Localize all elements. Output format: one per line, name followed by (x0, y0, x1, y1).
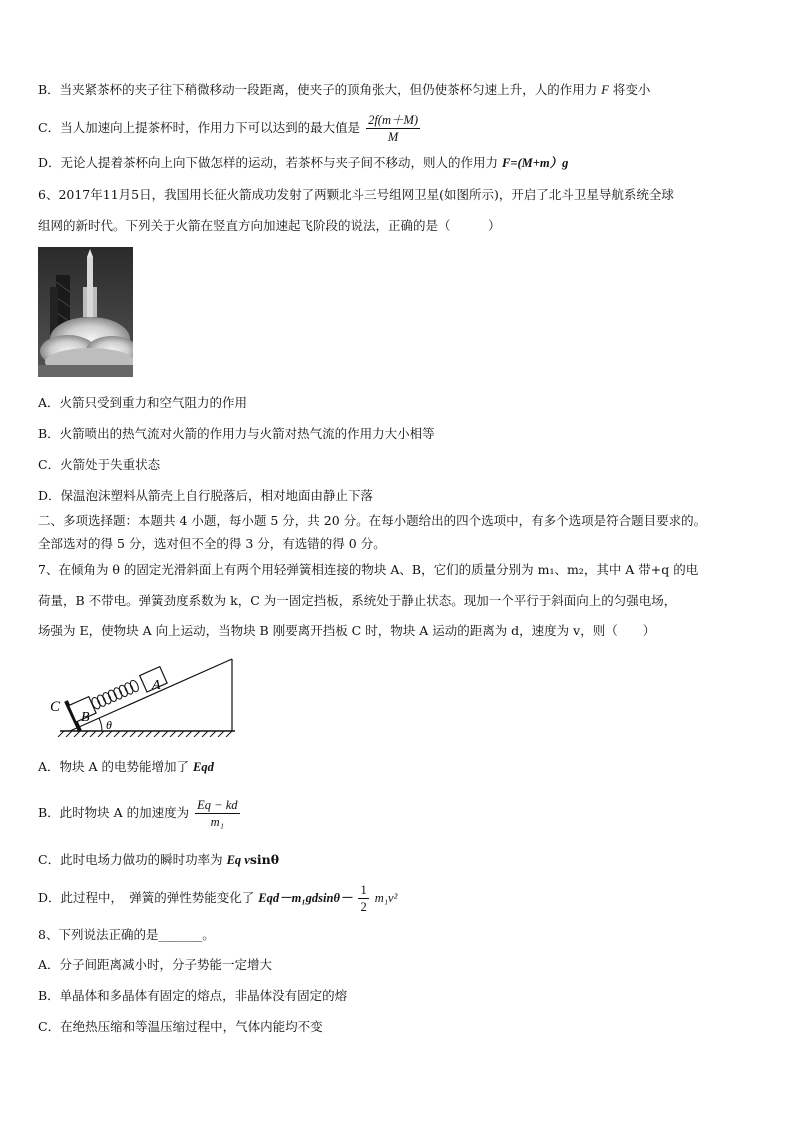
q5-option-c-denominator: M (387, 130, 399, 144)
q7-option-a-var: Eqd (193, 760, 214, 774)
q7-option-d-tail: m₁v² (374, 891, 398, 905)
incline-spring-diagram (50, 655, 240, 737)
q7-option-d-text: D．此过程中， 弹簧的弹性势能变化了 (38, 890, 255, 905)
ground-hatching (58, 731, 232, 737)
q6-option-c: C．火箭处于失重状态 (38, 457, 161, 472)
q5-option-d-formula: F=(M+m）g (502, 156, 569, 170)
section2-instructions-line1: 二、多项选择题：本题共 4 小题，每小题 5 分，共 20 分。在每小题给出的四个选项中，有多个选项是符合题目要求的。 (38, 513, 707, 528)
q6-option-a: A．火箭只受到重力和空气阻力的作用 (38, 395, 248, 410)
q7-stem-line3: 场强为 E，使物块 A 向上运动，当物块 B 刚要离开挡板 C 时，物块 A 运动的距离为 d，速度为 v，则（ ） (38, 623, 656, 638)
q5-option-c-fraction (366, 112, 420, 145)
q7-option-b-numerator: Eq − kd (197, 798, 238, 812)
q7-option-c-tail: sinθ (249, 852, 280, 867)
q8-option-b: B．单晶体和多晶体有固定的熔点，非晶体没有固定的熔 (38, 988, 348, 1003)
q7-option-b-fraction (195, 797, 239, 830)
q7-option-c (38, 851, 279, 869)
spring (90, 679, 140, 710)
q7-stem-line2: 荷量，B 不带电。弹簧劲度系数为 k，C 为一固定挡板，系统处于静止状态。现加一个平行于斜面向上的匀强电场， (38, 593, 677, 608)
q5-option-b-text: B．当夹紧茶杯的夹子往下稍微移动一段距离，使夹子的顶角张大，但仍使茶杯匀速上升，人的作用力 (38, 82, 598, 97)
q6-stem-line2: 组网的新时代。下列关于火箭在竖直方向加速起飞阶段的说法，正确的是（ ） (38, 218, 501, 233)
label-theta: θ (106, 718, 112, 732)
q5-option-c (38, 110, 422, 146)
q7-option-d-numerator: 1 (360, 883, 367, 897)
label-a: A (152, 678, 161, 693)
q5-option-b (38, 81, 650, 99)
q7-option-d-expression: Eqd－m₁gdsinθ－ (258, 891, 353, 905)
q5-option-d (38, 154, 568, 172)
q7-stem-line1: 7、在倾角为 θ 的固定光滑斜面上有两个用轻弹簧相连接的物块 A、B，它们的质量分别为 m₁、m₂，其中 A 带+q 的电 (38, 562, 699, 577)
label-c: C (50, 699, 61, 715)
q5-option-b-var: F (601, 83, 609, 97)
q7-option-d-fraction (358, 882, 368, 915)
theta-arc (99, 718, 102, 731)
q7-option-a-text: A．物块 A 的电势能增加了 (38, 759, 190, 774)
q6-option-d: D．保温泡沫塑料从箭壳上自行脱落后，相对地面由静止下落 (38, 488, 374, 503)
q8-option-a: A．分子间距离减小时，分子势能一定增大 (38, 957, 273, 972)
q7-option-b-text: B．此时物块 A 的加速度为 (38, 805, 190, 820)
incline-surface (70, 659, 232, 731)
q7-option-a (38, 758, 214, 776)
q5-option-d-text: D．无论人提着茶杯向上向下做怎样的运动，若茶杯与夹子间不移动，则人的作用力 (38, 155, 499, 170)
q7-option-d (38, 878, 397, 918)
q5-option-b-tail: 将变小 (612, 82, 651, 97)
q7-option-b-denominator: m₁ (210, 815, 225, 829)
q7-option-d-denominator: 2 (360, 900, 367, 914)
q7-option-c-text: C．此时电场力做功的瞬时功率为 (38, 852, 223, 867)
q8-stem: 8、下列说法正确的是_______。 (38, 927, 215, 942)
q7-option-b (38, 793, 242, 833)
label-b: B (81, 710, 90, 725)
q5-option-c-numerator: 2f(m＋M) (368, 113, 419, 127)
rocket-launch-photo (38, 247, 133, 377)
q8-option-c: C．在绝热压缩和等温压缩过程中，气体内能均不变 (38, 1019, 323, 1034)
q7-option-c-var: Eq v (226, 853, 250, 867)
q6-option-b: B．火箭喷出的热气流对火箭的作用力与火箭对热气流的作用力大小相等 (38, 426, 435, 441)
q5-option-c-text: C．当人加速向上提茶杯时，作用力下可以达到的最大值是 (38, 120, 361, 135)
section2-instructions-line2: 全部选对的得 5 分，选对但不全的得 3 分，有选错的得 0 分。 (38, 536, 386, 551)
q6-stem-line1: 6、2017年11月5日，我国用长征火箭成功发射了两颗北斗三号组网卫星(如图所示)，开启了北斗卫星导航系统全球 (38, 187, 674, 202)
